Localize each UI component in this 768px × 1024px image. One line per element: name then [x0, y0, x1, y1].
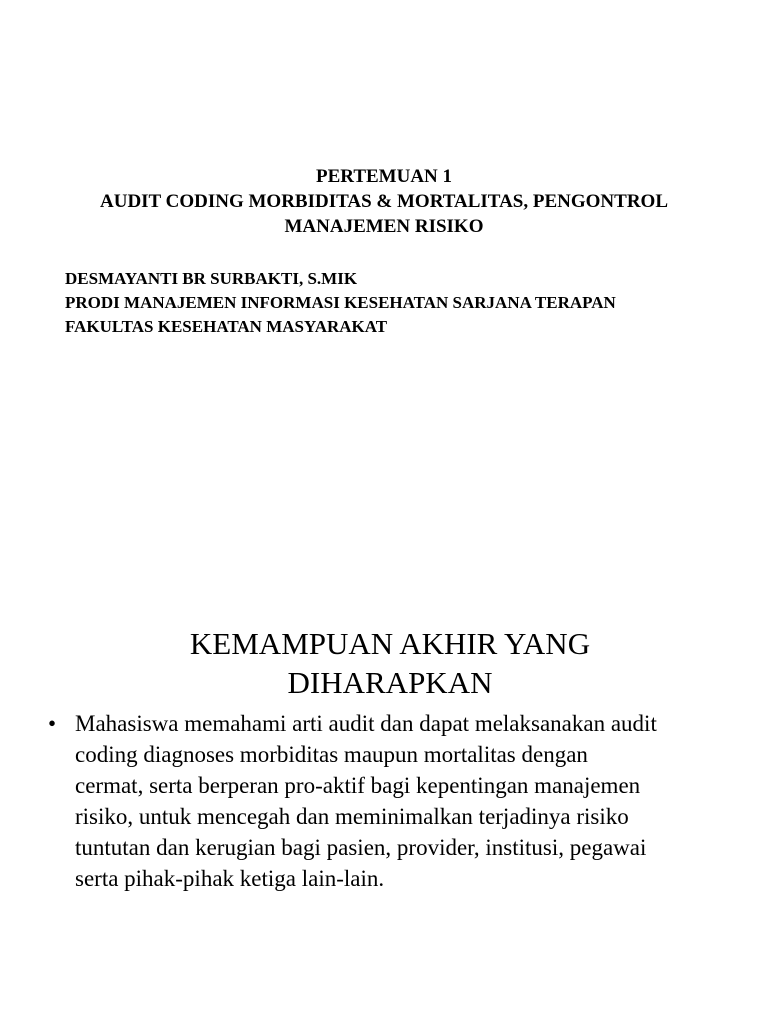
study-program: PRODI MANAJEMEN INFORMASI KESEHATAN SARJANA TERAPAN — [65, 293, 616, 312]
slide-title — [0, 164, 768, 239]
bullet-text-line: tuntutan dan kerugian bagi pasien, provider, institusi, pegawai — [75, 835, 647, 860]
bullet-text-line: cermat, serta berperan pro-aktif bagi kepentingan manajemen — [75, 773, 641, 798]
section-heading-line-2: DIHARAPKAN — [287, 665, 493, 700]
outcome-list — [46, 708, 736, 894]
course-title-line-1: AUDIT CODING MORBIDITAS & MORTALITAS, PENGONTROL — [100, 191, 668, 212]
section-heading — [0, 624, 768, 702]
author-info — [65, 267, 755, 339]
bullet-text-line: risiko, untuk mencegah dan meminimalkan terjadinya risiko — [75, 804, 629, 829]
faculty-name: FAKULTAS KESEHATAN MASYARAKAT — [65, 317, 388, 336]
bullet-text-line: serta pihak-pihak ketiga lain-lain. — [75, 866, 385, 891]
author-name: DESMAYANTI BR SURBAKTI, S.MIK — [65, 269, 358, 288]
bullet-text-line: Mahasiswa memahami arti audit dan dapat melaksanakan audit — [75, 711, 657, 736]
meeting-label: PERTEMUAN 1 — [315, 166, 453, 187]
bullet-text-line: coding diagnoses morbiditas maupun mortalitas dengan — [75, 742, 588, 767]
course-title-line-2: MANAJEMEN RISIKO — [284, 216, 484, 237]
bullet-icon: • — [48, 711, 57, 736]
list-item — [46, 708, 736, 894]
section-heading-line-1: KEMAMPUAN AKHIR YANG — [189, 626, 591, 661]
